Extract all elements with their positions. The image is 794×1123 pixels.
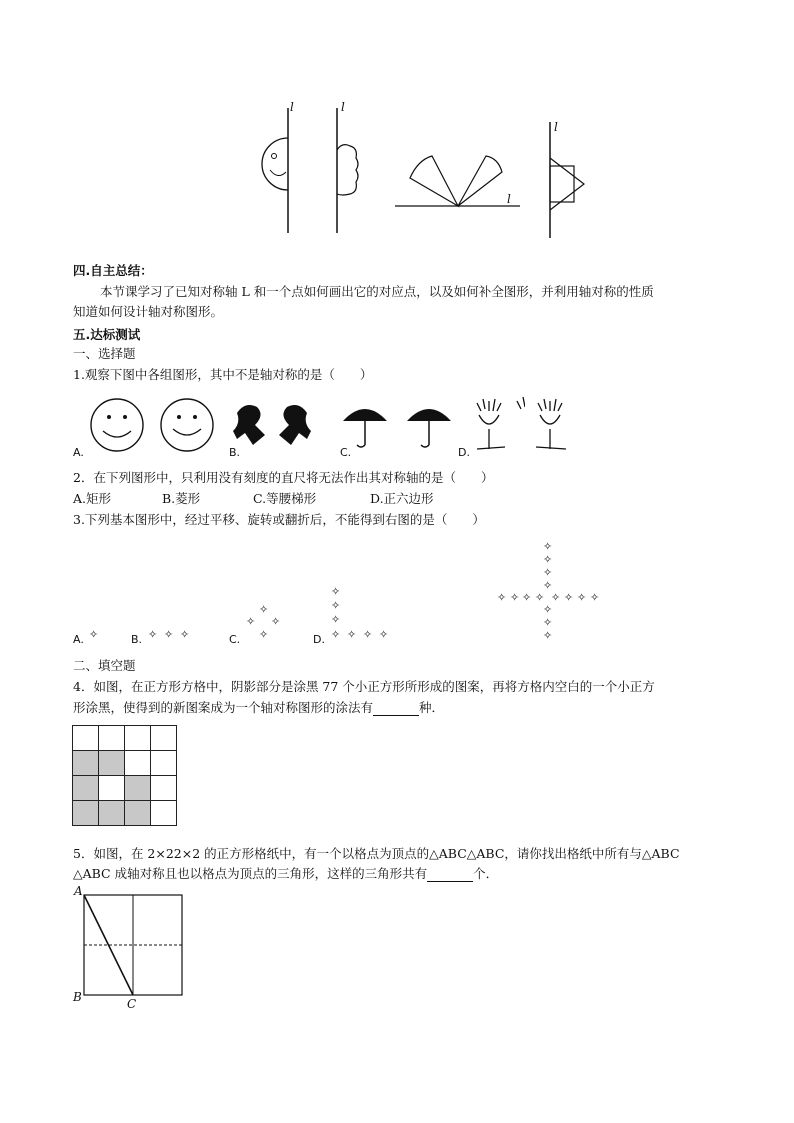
section4-heading: 四.自主总结： [73,263,153,278]
q4-answer-blank [373,703,419,716]
grid-cell-shaded [99,751,125,776]
star-icon: ✧ [577,591,587,604]
star-icon: ✧ [246,615,256,628]
part2-heading: 二、填空题 [73,658,136,673]
q3-option-d: D. [313,633,325,646]
q5-point-b: B [73,990,82,1004]
part1-heading: 一、选择题 [73,346,136,361]
star-icon: ✧ [543,616,553,629]
q5-answer-blank [427,869,473,882]
star-icon: ✧ [510,591,520,604]
grid-cell [125,726,151,751]
q5-grid-figure [83,894,185,998]
axis-label-2: l [341,100,345,114]
grid-cell [151,776,177,801]
q5-text-b: 个． [473,866,499,881]
question-5-line2 [73,866,498,882]
question-4-line1: 4．如图，在正方形方格中，阴影部分是涂黑 77 个小正方形所形成的图案，再将方格内空白的一个小正方 [73,679,655,694]
q4-text-b: 种． [419,700,445,715]
star-icon: ✧ [180,628,190,641]
star-icon: ✧ [543,540,553,553]
grid-cell-shaded [73,776,99,801]
grid-cell-shaded [125,801,151,826]
question-5-line1: 5．如图，在 2×22×2 的正方形格纸中，有一个以格点为顶点的△ABC△ABC，请你找出格纸中所有与△ABC [73,846,680,861]
q1-option-b: B. [229,446,241,459]
star-icon: ✧ [543,603,553,616]
axis-label-3: l [507,192,511,206]
question-2: 2．在下列图形中，只利用没有刻度的直尺将无法作出其对称轴的是（ ） [73,470,494,485]
star-icon: ✧ [497,591,507,604]
q3-option-c: C. [229,633,241,646]
grid-cell [73,726,99,751]
axis-label-1: l [290,100,294,114]
q5-text-a: △ABC 成轴对称且也以格点为顶点的三角形，这样的三角形共有 [73,866,428,881]
star-icon: ✧ [331,613,341,626]
section4-line1: 本节课学习了已知对称轴 L 和一个点如何画出它的对应点，以及如何补全图形，并利用轴对称的性质 [100,284,654,299]
grid-cell-shaded [73,801,99,826]
star-icon: ✧ [259,603,269,616]
star-icon: ✧ [331,585,341,598]
grid-cell [151,726,177,751]
axis-symmetry-figures [240,98,600,243]
grid-cell-shaded [73,751,99,776]
section4-line2: 知道如何设计轴对称图形。 [73,304,224,319]
grid-cell [151,801,177,826]
star-icon: ✧ [522,591,532,604]
q4-text-a: 形涂黑，使得到的新图案成为一个轴对称图形的涂法有 [73,700,374,715]
q5-point-c: C [127,997,137,1011]
q3-option-a: A. [73,633,84,646]
question-3: 3.下列基本图形中，经过平移、旋转或翻折后，不能得到右图的是（ ） [73,512,485,527]
star-icon: ✧ [564,591,574,604]
q2-option-d: D.正六边形 [370,491,434,506]
star-icon: ✧ [590,591,600,604]
grid-cell [99,726,125,751]
star-icon: ✧ [271,615,281,628]
star-icon: ✧ [331,599,341,612]
grid-cell-shaded [125,776,151,801]
q2-option-b: B.菱形 [162,491,201,506]
star-icon: ✧ [379,628,389,641]
question-4-line2 [73,700,444,716]
star-icon: ✧ [347,628,357,641]
star-icon: ✧ [259,628,269,641]
star-icon: ✧ [543,566,553,579]
star-icon: ✧ [148,628,158,641]
star-icon: ✧ [543,579,553,592]
grid-cell [151,751,177,776]
star-icon: ✧ [535,591,545,604]
q1-option-c: C. [340,446,352,459]
grid-cell-shaded [99,801,125,826]
q1-option-a: A. [73,446,84,459]
q4-grid [72,725,177,826]
star-icon: ✧ [331,628,341,641]
grid-cell [99,776,125,801]
q1-figure-d2 [530,393,590,459]
star-icon: ✧ [543,553,553,566]
star-icon: ✧ [543,629,553,642]
grid-cell [125,751,151,776]
axis-label-4: l [554,120,558,134]
star-icon: ✧ [551,591,561,604]
q1-option-d: D. [458,446,470,459]
q2-option-c: C.等腰梯形 [253,491,317,506]
q3-option-b: B. [131,633,143,646]
section5-heading: 五.达标测试 [73,327,141,342]
question-1: 1.观察下图中各组图形，其中不是轴对称的是（ ） [73,367,373,382]
star-icon: ✧ [89,628,99,641]
star-icon: ✧ [363,628,373,641]
q2-option-a: A.矩形 [73,491,112,506]
q5-point-a: A [74,884,83,898]
star-icon: ✧ [164,628,174,641]
